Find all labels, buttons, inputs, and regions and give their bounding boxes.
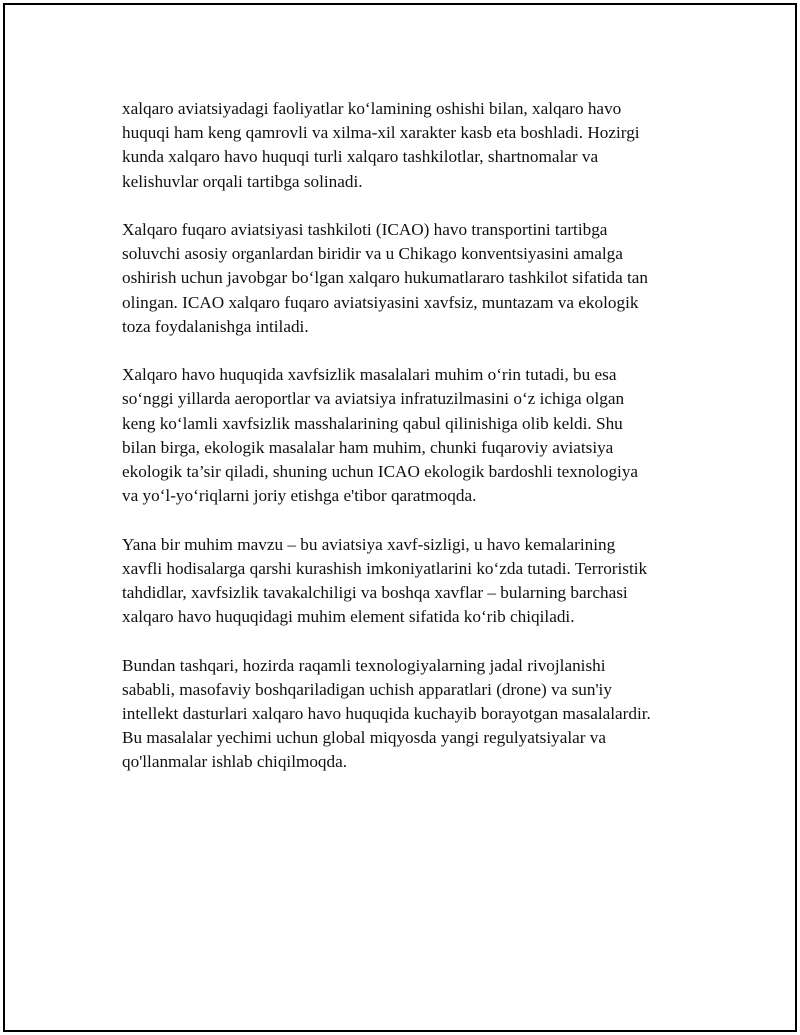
text-line: kunda xalqaro havo huquqi turli xalqaro tashkilotlar, shartnomalar va	[122, 147, 599, 167]
text-line: soluvchi asosiy organlardan biridir va u Chikago konventsiyasini amalga	[122, 244, 623, 264]
text-line: intellekt dasturlari xalqaro havo huquqida kuchayib borayotgan masalalardir.	[122, 704, 651, 724]
text-line: Bundan tashqari, hozirda raqamli texnologiyalarning jadal rivojlanishi	[122, 655, 606, 675]
text-line: xalqaro aviatsiyadagi faoliyatlar ko‘lamining oshishi bilan, xalqaro havo	[122, 99, 622, 118]
text-line: qo'llanmalar ishlab chiqilmoqda.	[122, 752, 348, 772]
text-line: va yo‘l-yo‘riqlarni joriy etishga e'tibor qaratmoqda.	[122, 486, 477, 506]
text-line: Xalqaro fuqaro aviatsiyasi tashkiloti (ICAO) havo transportini tartibga	[122, 220, 608, 239]
paragraph-3	[122, 363, 722, 508]
text-line: xavfli hodisalarga qarshi kurashish imkoniyatlarini ko‘zda tutadi. Terroristik	[122, 558, 648, 578]
page-frame	[3, 3, 797, 1032]
text-line: toza foydalanishga intiladi.	[122, 316, 309, 336]
paragraph-4	[122, 533, 722, 630]
text-line: keng ko‘lamli xavfsizlik masshalarining qabul qilinishiga olib keldi. Shu	[122, 413, 623, 433]
text-line: olingan. ICAO xalqaro fuqaro aviatsiyasini xavfsiz, muntazam va ekologik	[122, 292, 639, 312]
text-line: tahdidlar, xavfsizlik tavakalchiligi va boshqa xavflar – bularning barchasi	[122, 583, 628, 603]
text-line: sababli, masofaviy boshqariladigan uchish apparatlari (drone) va sun'iy	[122, 679, 612, 699]
text-line: so‘nggi yillarda aeroportlar va aviatsiya infratuzilmasini o‘z ichiga olgan	[122, 389, 625, 409]
paragraph-2	[122, 218, 722, 339]
document-body	[122, 97, 722, 799]
text-line: oshirish uchun javobgar bo‘lgan xalqaro hukumatlararo tashkilot sifatida tan	[122, 268, 648, 288]
paragraph-5	[122, 654, 722, 775]
text-line: Xalqaro havo huquqida xavfsizlik masalalari muhim o‘rin tutadi, bu esa	[122, 365, 617, 385]
text-line: Bu masalalar yechimi uchun global miqyosda yangi regulyatsiyalar va	[122, 728, 606, 748]
paragraph-1	[122, 97, 722, 194]
text-line: ekologik ta’sir qiladi, shuning uchun ICAO ekologik bardoshli texnologiya	[122, 462, 639, 482]
text-line: Yana bir muhim mavzu – bu aviatsiya xavf-sizligi, u havo kemalarining	[122, 534, 616, 554]
text-line: kelishuvlar orqali tartibga solinadi.	[122, 171, 363, 191]
text-line: bilan birga, ekologik masalalar ham muhim, chunki fuqaroviy aviatsiya	[122, 437, 614, 457]
text-line: huquqi ham keng qamrovli va xilma-xil xarakter kasb eta boshladi. Hozirgi	[122, 123, 640, 143]
text-line: xalqaro havo huquqidagi muhim element sifatida ko‘rib chiqiladi.	[122, 607, 575, 627]
